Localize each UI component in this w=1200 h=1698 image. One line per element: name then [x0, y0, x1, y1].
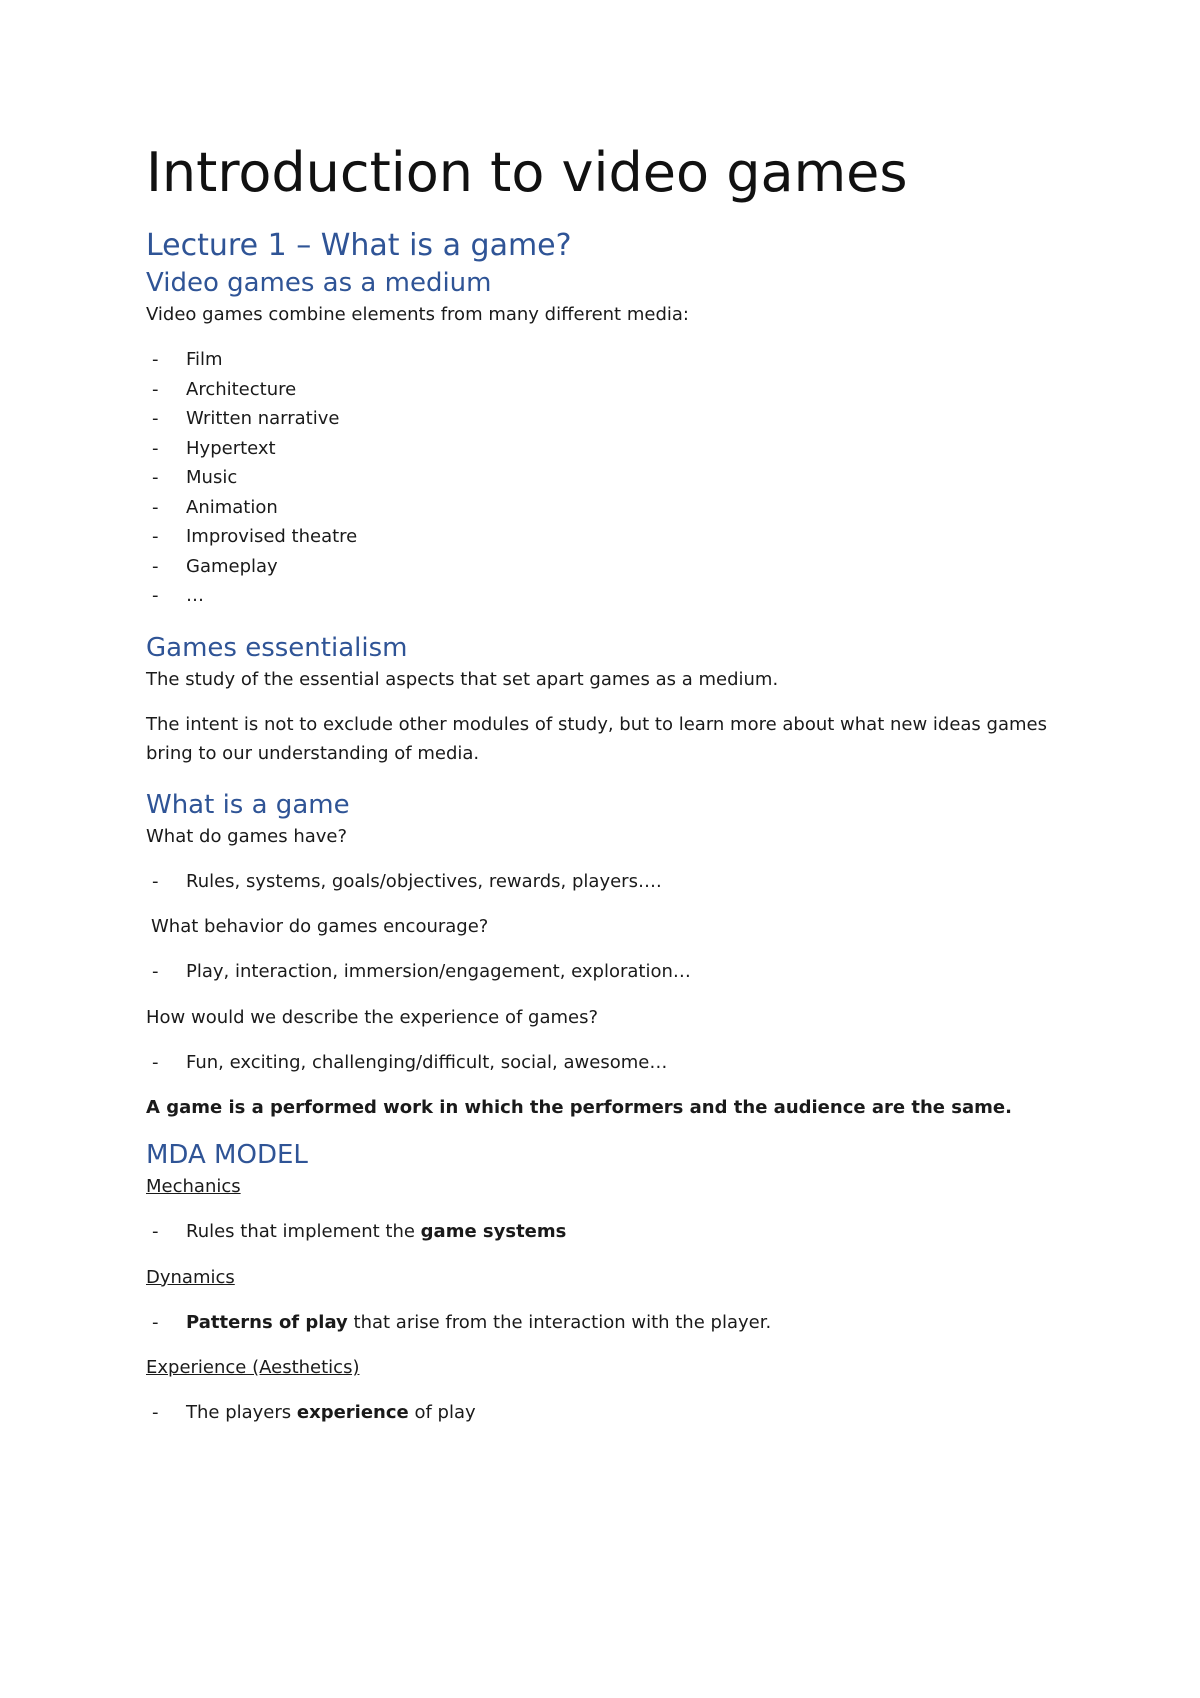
- experience-label-text: Experience (Aesthetics): [146, 1357, 360, 1378]
- section-heading-what-is: What is a game: [146, 789, 350, 820]
- experience-label: [146, 1353, 1076, 1382]
- list-item: [146, 552, 1076, 582]
- dash-bullet: -: [152, 555, 159, 577]
- section-heading-medium: Video games as a medium: [146, 268, 492, 298]
- list-item-text: …: [186, 585, 204, 606]
- dash-bullet: -: [152, 467, 159, 488]
- mechanics-text-bold: game systems: [420, 1221, 567, 1242]
- dash-bullet: -: [152, 1221, 159, 1242]
- question-behavior: What behavior do games encourage?: [151, 916, 489, 937]
- dash-bullet: -: [152, 526, 159, 547]
- list-item: [146, 404, 1076, 434]
- mechanics-text-pre: Rules that implement the: [186, 1221, 421, 1242]
- experience-text-post: of play: [408, 1402, 476, 1423]
- dash-bullet: -: [152, 437, 159, 459]
- list-item: [146, 581, 1076, 611]
- question-experience: How would we describe the experience of games?: [146, 1006, 599, 1028]
- dash-bullet: -: [152, 585, 159, 606]
- list-item-text: Written narrative: [186, 408, 340, 429]
- dash-bullet: -: [152, 1051, 159, 1073]
- answer-list-1: [146, 867, 1076, 897]
- list-item: [146, 1217, 1076, 1247]
- dash-bullet: -: [152, 961, 159, 982]
- list-item-text: Fun, exciting, challenging/difficult, social, awesome…: [186, 1051, 668, 1073]
- list-item: [146, 957, 1076, 987]
- medium-intro: Video games combine elements from many different media:: [146, 304, 689, 325]
- dash-bullet: -: [152, 408, 159, 429]
- dynamics-list: [146, 1308, 1076, 1338]
- game-definition-text: A game is a performed work in which the performers and the audience are the same.: [146, 1097, 1012, 1118]
- list-item: [146, 345, 1076, 375]
- dash-bullet: -: [152, 1311, 159, 1333]
- list-item: [146, 1308, 1076, 1338]
- list-item: [146, 463, 1076, 493]
- experience-text-bold: experience: [296, 1402, 409, 1423]
- document-title: Introduction to video games: [146, 141, 908, 204]
- dash-bullet: -: [152, 496, 159, 518]
- list-item: [146, 1048, 1076, 1078]
- experience-list: [146, 1398, 1076, 1428]
- list-item: [146, 375, 1076, 405]
- question-games-have: What do games have?: [146, 825, 348, 847]
- list-item-text: Hypertext: [186, 437, 276, 459]
- list-item-text: Rules, systems, goals/objectives, rewards, players….: [186, 870, 662, 892]
- answer-list-3: [146, 1048, 1076, 1078]
- document-page: [146, 140, 1076, 1444]
- essentialism-paragraph-1: The study of the essential aspects that set apart games as a medium.: [146, 668, 779, 690]
- dynamics-text-post: that arise from the interaction with the player.: [347, 1311, 772, 1333]
- list-item: [146, 493, 1076, 523]
- mechanics-label: [146, 1172, 1076, 1201]
- section-heading-essentialism: Games essentialism: [146, 632, 408, 663]
- media-list: [146, 345, 1076, 611]
- dynamics-label-text: Dynamics: [146, 1266, 235, 1288]
- game-definition: [146, 1093, 1076, 1122]
- section-heading-mda: MDA MODEL: [146, 1140, 308, 1170]
- list-item-text: Film: [186, 349, 223, 370]
- dynamics-text-bold: Patterns of play: [186, 1311, 348, 1333]
- list-item-text: Architecture: [186, 378, 297, 400]
- lecture-heading: Lecture 1 – What is a game?: [146, 228, 572, 263]
- list-item-text: Improvised theatre: [186, 526, 358, 547]
- list-item-text: Music: [186, 467, 238, 488]
- dash-bullet: -: [152, 349, 159, 370]
- mechanics-label-text: Mechanics: [146, 1176, 241, 1197]
- list-item-text: Animation: [186, 496, 278, 518]
- list-item: [146, 434, 1076, 464]
- list-item: [146, 1398, 1076, 1428]
- essentialism-paragraph-2: The intent is not to exclude other modules of study, but to learn more about what new ideas games bring to our understanding of media.: [146, 713, 1047, 764]
- list-item: [146, 867, 1076, 897]
- dynamics-label: [146, 1263, 1076, 1292]
- dash-bullet: -: [152, 378, 159, 400]
- answer-list-2: [146, 957, 1076, 987]
- mechanics-list: [146, 1217, 1076, 1247]
- experience-text-pre: The players: [186, 1402, 297, 1423]
- dash-bullet: -: [152, 1402, 159, 1423]
- dash-bullet: -: [152, 870, 159, 892]
- list-item: [146, 522, 1076, 552]
- list-item-text: Play, interaction, immersion/engagement, exploration…: [186, 961, 691, 982]
- list-item-text: Gameplay: [186, 555, 278, 577]
